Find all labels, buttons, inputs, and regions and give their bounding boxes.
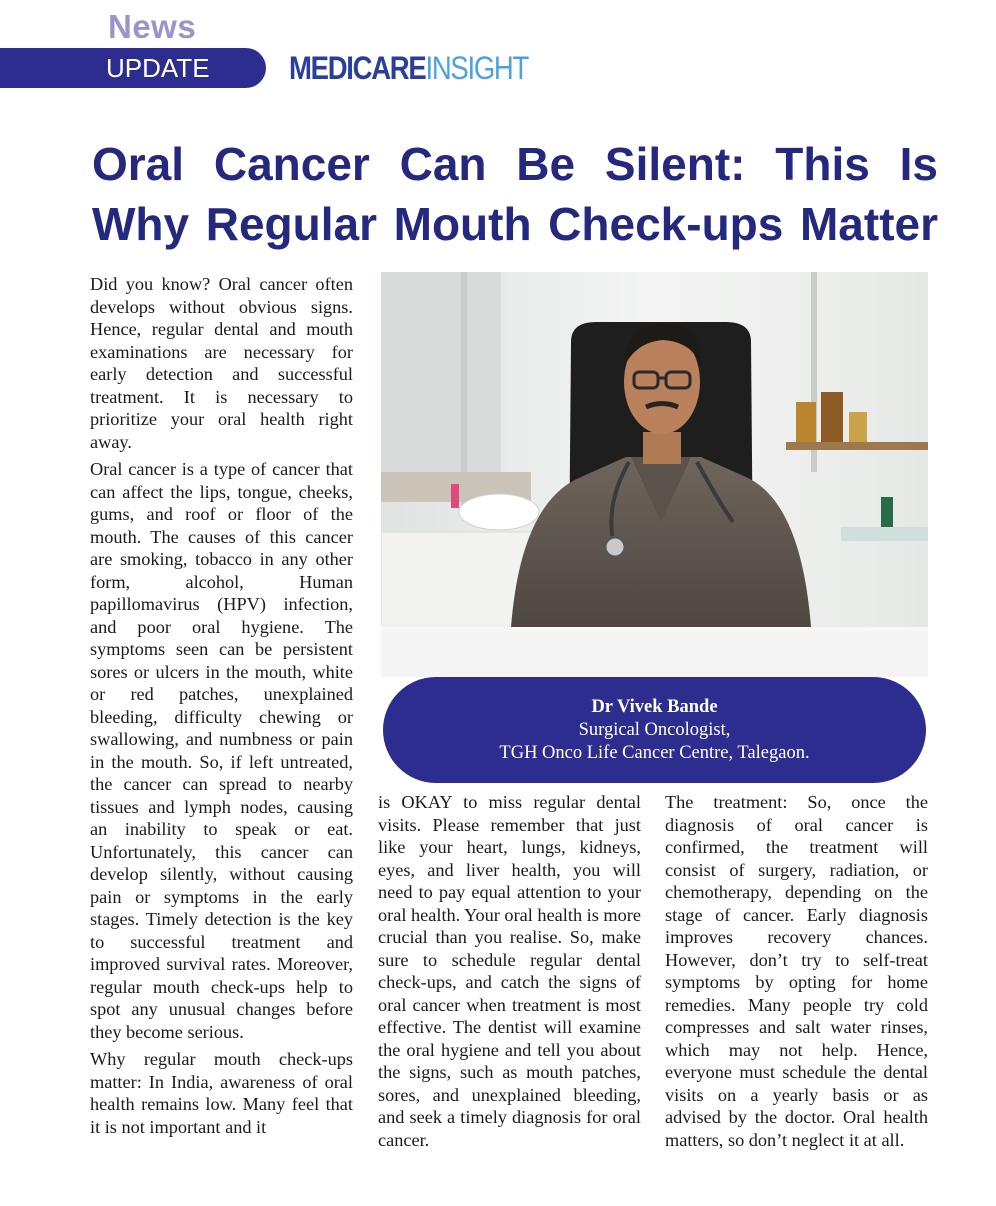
brand-logo: [289, 50, 528, 87]
doctor-portrait-illustration: [381, 272, 928, 677]
paragraph: Oral cancer is a type of cancer that can affect the lips, tongue, cheeks, gums, and roof or floor of the mouth. The causes of this cancer are smoking, tobacco in any other form, alcohol, Human papillomavirus (HPV) infection, and poor oral hygiene. The symptoms seen can be persistent sores or ulcers in the mouth, white or red patches, unexplained bleeding, difficulty chewing or swallowing, and numbness or pain in the mouth. So, if left untreated, the cancer can spread to nearby tissues and lymph nodes, causing an inability to speak or eat. Unfortunately, this cancer can develop silently, without causing pain or symptoms in the early stages. Timely detection is the key to successful treatment and improved survival rates. Moreover, regular mouth check-ups help to spot any unusual changes before they become serious.: [90, 459, 353, 1042]
doctor-name: Dr Vivek Bande: [591, 696, 718, 717]
update-banner: [0, 48, 266, 88]
doctor-caption: [383, 677, 926, 783]
paragraph: is OKAY to miss regular dental visits. Please remember that just like your heart, lungs, kidneys, eyes, and liver health, you will need to pay equal attention to your oral health. Your oral health is more crucial than you realise. So, make sure to schedule regular dental check-ups, and catch the signs of oral cancer when treatment is most effective. The dentist will examine the oral hygiene and tell you about the signs, such as mouth patches, sores, and unexplained bleeding, and seek a timely diagnosis for oral cancer.: [378, 792, 641, 1150]
doctor-role: Surgical Oncologist,: [578, 719, 731, 740]
paragraph: The treatment: So, once the diagnosis of oral cancer is confirmed, the treatment will consist of surgery, radiation, or chemotherapy, depending on the stage of cancer. Early diagnosis improves recovery chances. However, don’t try to self-treat symptoms by opting for home remedies. Many people try cold compresses and salt water rinses, which may not help. Hence, everyone must schedule the dental visits on a yearly basis or as advised by the doctor. Oral health matters, so don’t neglect it at all.: [665, 792, 928, 1150]
update-label: UPDATE: [106, 53, 210, 83]
brand-logo-light: INSIGHT: [425, 50, 529, 86]
doctor-affiliation: TGH Onco Life Cancer Centre, Talegaon.: [499, 742, 810, 763]
article-column-1: [90, 273, 353, 1143]
news-label: News: [108, 8, 197, 45]
doctor-photo: [381, 272, 928, 677]
article-headline: Oral Cancer Can Be Silent: This Is Why Regular Mouth Check-ups Matter: [92, 138, 938, 250]
article-column-3: [665, 791, 928, 1156]
paragraph: Did you know? Oral cancer often develops without obvious signs. Hence, regular dental and mouth examinations are necessary for early detection and successful treatment. It is necessary to prioritize your oral health right away.: [90, 274, 353, 452]
article-column-2: [378, 791, 641, 1156]
paragraph: Why regular mouth check-ups matter: In India, awareness of oral health remains low. Many feel that it is not important and it: [90, 1049, 353, 1137]
brand-logo-bold: MEDICARE: [289, 50, 426, 86]
